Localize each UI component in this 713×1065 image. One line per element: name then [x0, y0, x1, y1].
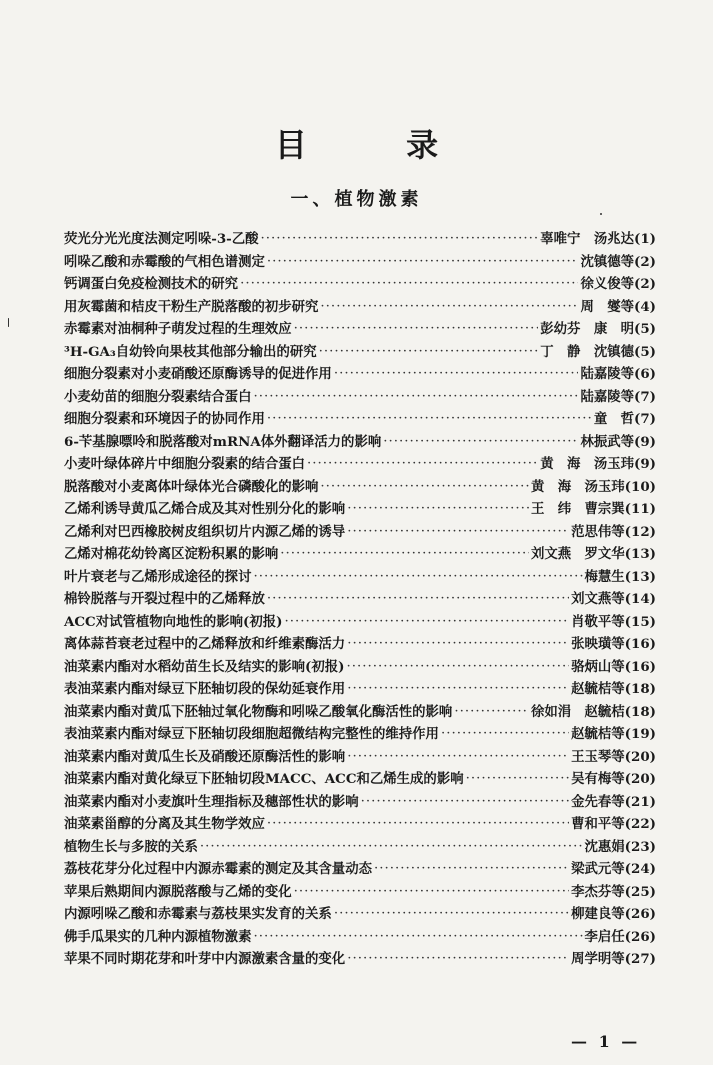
- dot-leader: [320, 476, 529, 499]
- dot-leader: [240, 273, 578, 296]
- toc-entry-authors-page: 陆嘉陵等(6): [580, 366, 656, 382]
- toc-entry-title: 赤霉素对油桐种子萌发过程的生理效应: [64, 321, 292, 337]
- dot-leader: [334, 903, 569, 926]
- toc-entry: [64, 341, 656, 364]
- toc-entry-title: 小麦幼苗的细胞分裂素结合蛋白: [64, 388, 252, 405]
- dot-leader: [361, 791, 570, 814]
- toc-entry: [64, 926, 656, 949]
- toc-entry: [64, 476, 656, 499]
- table-of-contents: [64, 228, 656, 971]
- toc-entry-authors-page: 黄 海 汤玉玮(9): [540, 456, 656, 472]
- dot-leader: [383, 431, 578, 454]
- toc-entry-title: 苹果不同时期花芽和叶芽中内源激素含量的变化: [64, 951, 346, 967]
- toc-entry-title: 苹果后熟期间内源脱落酸与乙烯的变化: [64, 883, 292, 900]
- toc-entry-authors-page: 黄 海 汤玉玮(10): [530, 478, 656, 495]
- dot-leader: [294, 881, 569, 904]
- toc-entry-authors-page: 梁武元等(24): [571, 861, 656, 877]
- toc-entry-title: 乙烯利诱导黄瓜乙烯合成及其对性别分化的影响: [64, 501, 346, 517]
- toc-entry-authors-page: 肖敬平等(15): [571, 613, 656, 630]
- toc-entry-authors-page: 沈镇德等(2): [580, 253, 656, 270]
- toc-entry-authors-page: 李杰芬等(25): [571, 883, 656, 900]
- dot-leader: [347, 633, 569, 656]
- toc-entry-authors-page: 张映璜等(16): [571, 636, 656, 652]
- dot-leader: [454, 701, 529, 724]
- toc-entry: [64, 498, 656, 521]
- dot-leader: [347, 521, 569, 544]
- toc-entry: [64, 633, 656, 656]
- dot-leader: [441, 723, 569, 746]
- toc-entry-title: 内源吲哚乙酸和赤霉素与荔枝果实发育的关系: [64, 906, 332, 922]
- toc-entry-title: 油菜素甾醇的分离及其生物学效应: [64, 816, 265, 832]
- dot-leader: [253, 386, 578, 409]
- toc-entry-title: 吲哚乙酸和赤霉酸的气相色谱测定: [64, 253, 265, 270]
- toc-entry-authors-page: 赵毓桔等(19): [571, 726, 656, 742]
- toc-entry-title: 油菜素内酯对小麦旗叶生理指标及穗部性状的影响: [64, 793, 359, 810]
- toc-entry-title: 棉铃脱落与开裂过程中的乙烯释放: [64, 591, 265, 607]
- toc-entry-title: 用灰霉菌和桔皮干粉生产脱落酸的初步研究: [64, 298, 319, 315]
- toc-entry: [64, 948, 656, 971]
- toc-entry: [64, 791, 656, 814]
- toc-entry: [64, 903, 656, 926]
- page-title: 目 录: [274, 126, 483, 164]
- dot-leader: [267, 408, 592, 431]
- dot-leader: [334, 363, 579, 386]
- toc-entry-authors-page: 周学明等(27): [571, 951, 656, 967]
- toc-entry-title: 油菜素内酯对黄化绿豆下胚轴切段MACC、ACC和乙烯生成的影响: [64, 771, 464, 787]
- toc-entry-authors-page: 林振武等(9): [580, 433, 656, 450]
- toc-entry: [64, 318, 656, 341]
- toc-entry-title: 细胞分裂素对小麦硝酸还原酶诱导的促进作用: [64, 366, 332, 382]
- toc-entry-authors-page: 骆炳山等(16): [571, 658, 656, 675]
- toc-entry-authors-page: 王 纬 曹宗巽(11): [530, 501, 656, 517]
- toc-entry: [64, 611, 656, 634]
- toc-entry: [64, 746, 656, 769]
- toc-entry-title: ³H-GA₃自幼铃向果枝其他部分输出的研究: [64, 343, 317, 360]
- toc-entry-title: 油菜素内酯对水稻幼苗生长及结实的影响(初报): [64, 658, 345, 675]
- toc-entry-authors-page: 沈惠娟(23): [584, 838, 656, 855]
- dot-leader: [200, 836, 583, 859]
- dot-leader: [466, 768, 570, 791]
- dot-leader: [347, 678, 569, 701]
- toc-entry-authors-page: 范思伟等(12): [571, 523, 656, 540]
- toc-entry: [64, 566, 656, 589]
- toc-entry: [64, 678, 656, 701]
- toc-entry-authors-page: 赵毓桔等(18): [571, 681, 656, 697]
- dot-leader: [319, 341, 539, 364]
- toc-entry: [64, 363, 656, 386]
- toc-entry-title: 油菜素内酯对黄瓜下胚轴过氧化物酶和吲哚乙酸氧化酶活性的影响: [64, 703, 453, 720]
- toc-entry: [64, 296, 656, 319]
- toc-entry-title: 脱落酸对小麦离体叶绿体光合磷酸化的影响: [64, 478, 319, 495]
- toc-entry: [64, 588, 656, 611]
- dot-leader: [253, 566, 582, 589]
- toc-entry-title: 表油菜素内酯对绿豆下胚轴切段的保幼延衰作用: [64, 681, 346, 697]
- toc-entry-authors-page: 童 哲(7): [593, 411, 656, 427]
- toc-entry-title: 细胞分裂素和环境因子的协同作用: [64, 411, 265, 427]
- toc-entry-title: 植物生长与多胺的关系: [64, 838, 198, 855]
- scan-speck: [600, 213, 602, 215]
- toc-entry: [64, 431, 656, 454]
- toc-entry-title: 小麦叶绿体碎片中细胞分裂素的结合蛋白: [64, 456, 306, 472]
- toc-entry: [64, 836, 656, 859]
- toc-entry-authors-page: 丁 静 沈镇德(5): [540, 343, 656, 360]
- toc-entry-authors-page: 吴有梅等(20): [571, 771, 656, 787]
- dot-leader: [320, 296, 578, 319]
- page-number: — 1 —: [571, 1032, 641, 1051]
- dot-leader: [347, 746, 569, 769]
- toc-entry-authors-page: 柳建良等(26): [571, 906, 656, 922]
- toc-entry-title: 荧光分光光度法测定吲哚-3-乙酸: [64, 231, 259, 247]
- toc-entry-authors-page: 彭幼芬 康 明(5): [540, 321, 656, 337]
- dot-leader: [374, 858, 569, 881]
- toc-entry-authors-page: 周 燮等(4): [580, 298, 656, 315]
- toc-entry-title: 叶片衰老与乙烯形成途径的探讨: [64, 568, 252, 585]
- toc-entry-title: ACC对试管植物向地性的影响(初报): [64, 613, 283, 630]
- toc-entry-title: 荔枝花芽分化过程中内源赤霉素的测定及其含量动态: [64, 861, 372, 877]
- toc-entry: [64, 386, 656, 409]
- dot-leader: [284, 611, 569, 634]
- toc-entry-authors-page: 梅慧生(13): [584, 568, 656, 585]
- toc-entry-title: 乙烯对棉花幼铃离区淀粉积累的影响: [64, 546, 279, 562]
- toc-entry-authors-page: 辜唯宁 汤兆达(1): [540, 231, 656, 247]
- toc-entry-authors-page: 李启任(26): [584, 928, 656, 945]
- toc-entry: [64, 273, 656, 296]
- toc-entry-title: 佛手瓜果实的几种内源植物激素: [64, 928, 252, 945]
- dot-leader: [267, 588, 569, 611]
- toc-entry: [64, 768, 656, 791]
- toc-entry-authors-page: 王玉琴等(20): [571, 748, 656, 765]
- toc-entry-authors-page: 曹和平等(22): [571, 816, 656, 832]
- toc-entry-authors-page: 刘文燕等(14): [571, 591, 656, 607]
- toc-entry: [64, 408, 656, 431]
- dot-leader: [267, 813, 569, 836]
- dot-leader: [307, 453, 538, 476]
- toc-entry-authors-page: 陆嘉陵等(7): [580, 388, 656, 405]
- toc-entry: [64, 723, 656, 746]
- toc-entry-title: 油菜素内酯对黄瓜生长及硝酸还原酶活性的影响: [64, 748, 346, 765]
- toc-entry: [64, 881, 656, 904]
- dot-leader: [346, 656, 569, 679]
- toc-entry: [64, 521, 656, 544]
- toc-entry-title: 表油菜素内酯对绿豆下胚轴切段细胞超微结构完整性的维持作用: [64, 726, 439, 742]
- toc-entry: [64, 543, 656, 566]
- scan-speck: [8, 318, 9, 327]
- dot-leader: [347, 498, 529, 521]
- dot-leader: [261, 228, 539, 251]
- section-heading: 一、植物激素: [290, 189, 423, 210]
- toc-entry: [64, 453, 656, 476]
- toc-entry-authors-page: 徐义俊等(2): [580, 276, 656, 292]
- toc-entry: [64, 701, 656, 724]
- toc-entry-authors-page: 刘文燕 罗文华(13): [530, 546, 656, 562]
- toc-entry: [64, 813, 656, 836]
- toc-entry: [64, 656, 656, 679]
- toc-entry: [64, 228, 656, 251]
- dot-leader: [347, 948, 569, 971]
- toc-entry-title: 6-苄基腺嘌呤和脱落酸对mRNA体外翻译活力的影响: [64, 433, 382, 450]
- toc-entry-authors-page: 金先春等(21): [571, 793, 656, 810]
- toc-entry: [64, 858, 656, 881]
- dot-leader: [267, 251, 579, 274]
- toc-entry-title: 钙调蛋白免疫检测技术的研究: [64, 276, 239, 292]
- toc-entry-authors-page: 徐如涓 赵毓桔(18): [530, 703, 656, 720]
- dot-leader: [280, 543, 529, 566]
- toc-entry: [64, 251, 656, 274]
- toc-entry-title: 离体蒜苔衰老过程中的乙烯释放和纤维素酶活力: [64, 636, 346, 652]
- dot-leader: [253, 926, 582, 949]
- toc-entry-title: 乙烯利对巴西橡胶树皮组织切片内源乙烯的诱导: [64, 523, 346, 540]
- dot-leader: [294, 318, 539, 341]
